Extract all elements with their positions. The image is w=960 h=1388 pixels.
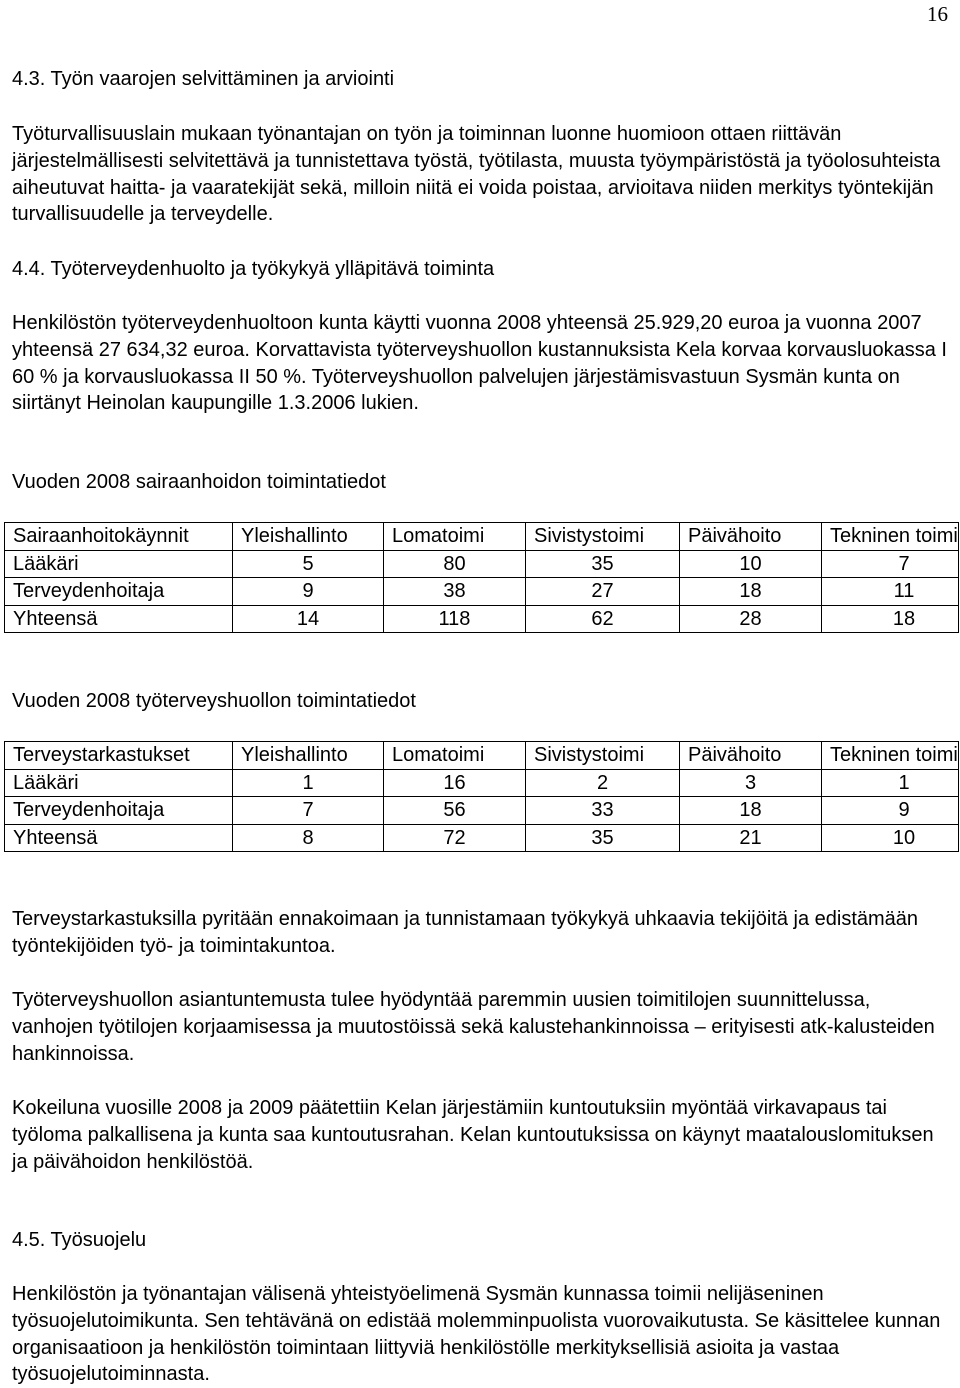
table-cell: 56 (384, 797, 526, 825)
section-4-3-title: 4.3. Työn vaarojen selvittäminen ja arviointi (12, 68, 395, 90)
header-cell: Lomatoimi (384, 742, 526, 770)
header-cell: Yleishallinto (233, 742, 384, 770)
paragraph-terveystarkastukset: Terveystarkastuksilla pyritään ennakoimaan ja tunnistamaan työkykyä uhkaavia tekijöitä ja edistämään työntekijöiden työ- ja toimintakuntoa. (12, 908, 919, 957)
row-label: Yhteensä (5, 605, 233, 633)
table-cell: 35 (526, 824, 680, 852)
table-header-row (5, 742, 959, 770)
section-4-5-title: 4.5. Työsuojelu (12, 1229, 147, 1251)
table-cell: 21 (680, 824, 822, 852)
table2-caption: Vuoden 2008 työterveyshuollon toimintatiedot (12, 690, 416, 712)
header-cell: Lomatoimi (384, 523, 526, 551)
table-cell: 14 (233, 605, 384, 633)
header-cell: Tekninen toimi (822, 523, 959, 551)
table-cell: 33 (526, 797, 680, 825)
table-cell: 27 (526, 578, 680, 606)
page-number: 16 (927, 2, 948, 26)
table-cell: 11 (822, 578, 959, 606)
table1-caption: Vuoden 2008 sairaanhoidon toimintatiedot (12, 471, 386, 493)
table-row (5, 605, 959, 633)
table-cell: 62 (526, 605, 680, 633)
table-cell: 7 (822, 550, 959, 578)
table-cell: 10 (822, 824, 959, 852)
table-cell: 9 (233, 578, 384, 606)
table-cell: 28 (680, 605, 822, 633)
table-cell: 5 (233, 550, 384, 578)
table-cell: 16 (384, 769, 526, 797)
table-cell: 38 (384, 578, 526, 606)
table-cell: 3 (680, 769, 822, 797)
table-cell: 18 (680, 797, 822, 825)
table-row (5, 550, 959, 578)
header-cell: Sairaanhoitokäynnit (5, 523, 233, 551)
row-label: Terveydenhoitaja (5, 797, 233, 825)
table-cell: 8 (233, 824, 384, 852)
header-cell: Tekninen toimi (822, 742, 959, 770)
table-cell: 2 (526, 769, 680, 797)
section-4-5-paragraph: Henkilöstön ja työnantajan välisenä yhteistyöelimenä Sysmän kunnassa toimii nelijäseninen työsuojelutoimikunta. Sen tehtävänä on edistää molemminpuolista vuorovaikutusta. Se käsittelee kunnan organisaatioon ja henkilöstön toimintaan liittyviä henkilöstölle merkityksellisiä asioita ja vastaa työsuojelutoiminnasta. (12, 1283, 941, 1386)
section-4-3-paragraph: Työturvallisuuslain mukaan työnantajan on työn ja toiminnan luonne huomioon ottaen riittävän järjestelmällisesti selvitettävä ja tunnistettava työstä, työtilasta, muusta työympäristöstä ja työolosuhteista aiheutuvat haitta- ja vaaratekijät sekä, milloin niitä ei voida poistaa, arvioitava niiden merkitys työntekijän turvallisuudelle ja terveydelle. (12, 123, 941, 226)
table-cell: 1 (822, 769, 959, 797)
row-label: Terveydenhoitaja (5, 578, 233, 606)
table-cell: 18 (822, 605, 959, 633)
table-cell: 10 (680, 550, 822, 578)
header-cell: Yleishallinto (233, 523, 384, 551)
table-cell: 18 (680, 578, 822, 606)
section-4-4-title: 4.4. Työterveydenhuolto ja työkykyä ylläpitävä toiminta (12, 258, 495, 280)
table-row (5, 578, 959, 606)
table-row (5, 797, 959, 825)
sairaanhoito-table (4, 522, 959, 633)
paragraph-kuntoutus: Kokeiluna vuosille 2008 ja 2009 päätettiin Kelan järjestämiin kuntoutuksiin myöntää virkavapaus tai työloma palkallisena ja kunta saa kuntoutusrahan. Kelan kuntoutuksissa on käynyt maatalouslomituksen ja päivähoidon henkilöstöä. (12, 1097, 934, 1173)
table-cell: 9 (822, 797, 959, 825)
row-label: Lääkäri (5, 769, 233, 797)
header-cell: Sivistystoimi (526, 523, 680, 551)
tyoterveyshuolto-table (4, 741, 959, 852)
table-cell: 1 (233, 769, 384, 797)
table-cell: 7 (233, 797, 384, 825)
table-row (5, 824, 959, 852)
table-cell: 118 (384, 605, 526, 633)
table-header-row (5, 523, 959, 551)
header-cell: Terveystarkastukset (5, 742, 233, 770)
header-cell: Päivähoito (680, 742, 822, 770)
table-cell: 72 (384, 824, 526, 852)
table-cell: 80 (384, 550, 526, 578)
header-cell: Sivistystoimi (526, 742, 680, 770)
table-cell: 35 (526, 550, 680, 578)
paragraph-asiantuntemus: Työterveyshuollon asiantuntemusta tulee hyödyntää paremmin uusien toimitilojen suunnittelussa, vanhojen työtilojen korjaamisessa ja muutostöissä sekä kalustehankinnoissa – erityisesti atk-kalusteiden hankinnoissa. (12, 989, 935, 1065)
section-4-4-paragraph: Henkilöstön työterveydenhuoltoon kunta käytti vuonna 2008 yhteensä 25.929,20 euroa ja vuonna 2007 yhteensä 27 634,32 euroa. Korvattavista työterveyshuollon kustannuksista Kela korvaa korvausluokassa I 60 % ja korvausluokassa II 50 %. Työterveyshuollon palvelujen järjestämisvastuun Sysmän kunta on siirtänyt Heinolan kaupungille 1.3.2006 lukien. (12, 312, 947, 415)
row-label: Lääkäri (5, 550, 233, 578)
header-cell: Päivähoito (680, 523, 822, 551)
row-label: Yhteensä (5, 824, 233, 852)
table-row (5, 769, 959, 797)
